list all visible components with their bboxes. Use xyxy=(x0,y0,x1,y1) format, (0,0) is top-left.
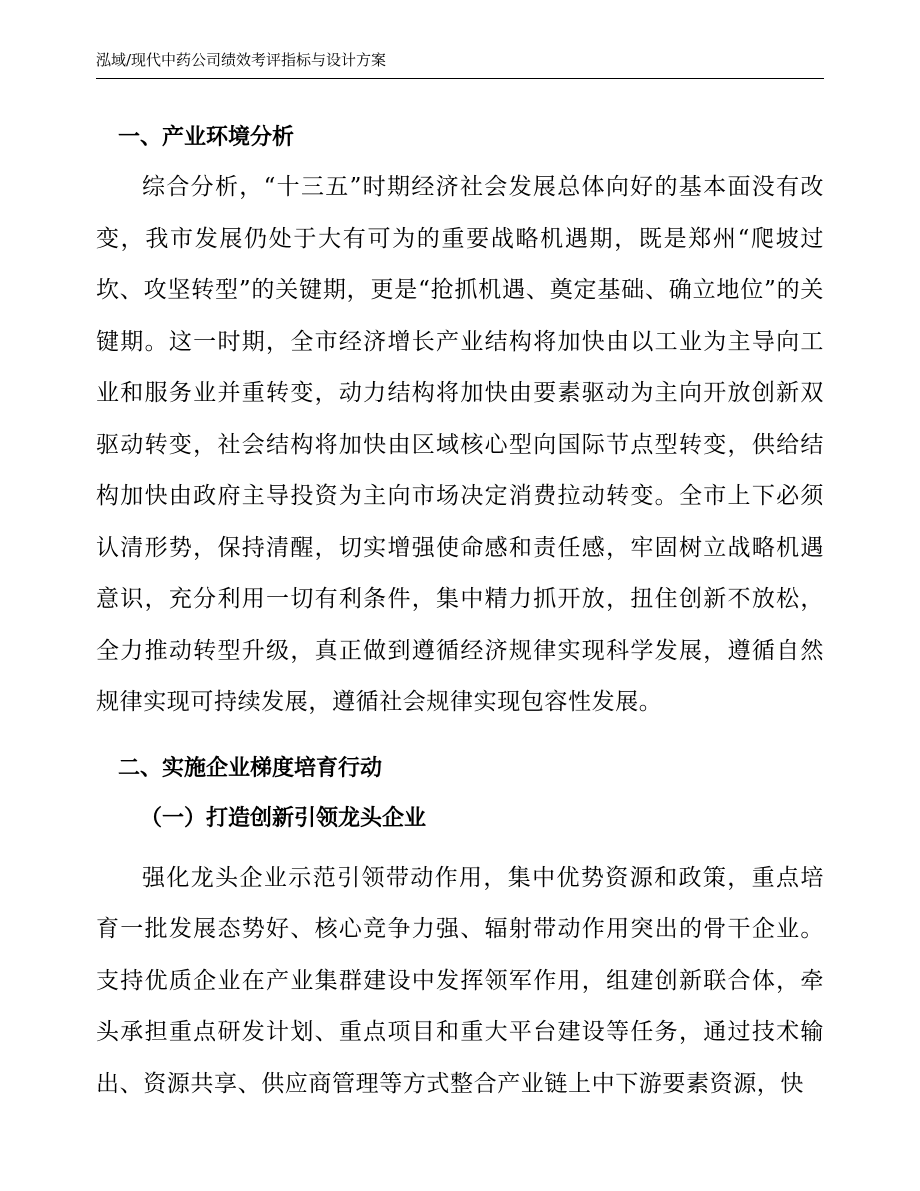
spacer xyxy=(96,729,824,743)
header-rule xyxy=(96,78,824,79)
paragraph-leading-enterprises: 强化龙头企业示范引领带动作用，集中优势资源和政策，重点培育一批发展态势好、核心竞争力强、辐射带动作用突出的骨干企业。支持优质企业在产业集群建设中发挥领军作用，组建创新联合体，牵头承担重点研发计划、重点项目和重大平台建设等任务，通过技术输出、资源共享、供应商管理等方式整合产业链上中下游要素资源，快 xyxy=(96,864,824,1097)
sub-heading-leading-enterprises: （一）打造创新引领龙头企业 xyxy=(140,804,427,831)
document-body xyxy=(96,112,824,1110)
spacer xyxy=(96,843,824,853)
section-heading-industry-environment: 一、产业环境分析 xyxy=(118,124,295,150)
running-header: 泓域/现代中药公司绩效考评指标与设计方案 xyxy=(96,51,387,69)
paragraph-industry-environment: 综合分析，“十三五”时期经济社会发展总体向好的基本面没有改变，我市发展仍处于大有可为的重要战略机遇期，既是郑州“爬坡过坎、攻坚转型”的关键期，更是“抢抓机遇、奠定基础、确立地位”的关键期。这一时期，全市经济增长产业结构将加快由以工业为主导向工业和服务业并重转变，动力结构将加快由要素驱动为主向开放创新双驱动转变，社会结构将加快由区域核心型向国际节点型转变，供给结构加快由政府主导投资为主向市场决定消费拉动转变。全市上下必须认清形势，保持清醒，切实增强使命感和责任感，牢固树立战略机遇意识，充分利用一切有利条件，集中精力抓开放，扭住创新不放松，全力推动转型升级，真正做到遵循经济规律实现科学发展，遵循自然规律实现可持续发展，遵循社会规律实现包容性发展。 xyxy=(96,174,824,715)
section-heading-enterprise-cultivation: 二、实施企业梯度培育行动 xyxy=(118,754,383,781)
